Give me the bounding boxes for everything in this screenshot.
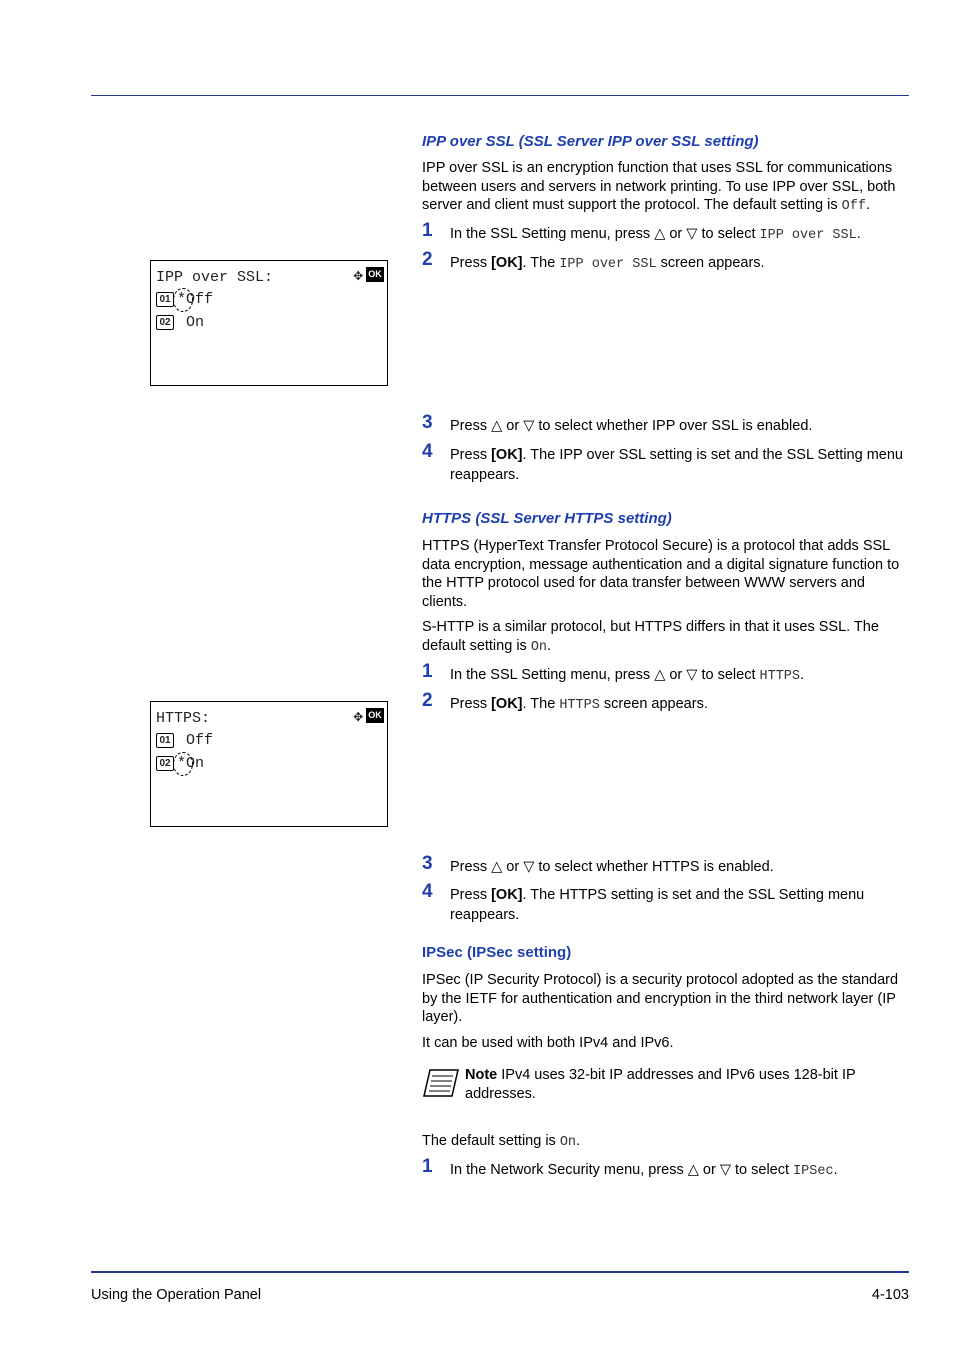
key-01-icon: 01 [156,733,174,748]
lcd-title: IPP over SSL: [156,269,274,286]
key-01-icon: 01 [156,292,174,307]
footer-rule [91,1271,909,1273]
ok-key-icon: OK [366,708,384,723]
navigation-arrows-icon: ✥ [353,708,363,726]
note-label: Note [465,1067,498,1083]
https-intro-2: S-HTTP is a similar protocol, but HTTPS differs in that it uses SSL. The default setting is On. [422,619,879,655]
lcd-option-on: 02 On [156,314,204,331]
navigation-arrows-icon: ✥ [353,267,363,285]
ipsec-intro-2: It can be used with both IPv4 and IPv6. [422,1035,674,1051]
ok-key-icon: OK [366,267,384,282]
lcd-option-off: 01 Off [156,732,213,749]
https-lcd-screen [150,701,388,827]
section-heading-ipp: IPP over SSL (SSL Server IPP over SSL setting) [422,133,759,150]
note-icon [422,1066,460,1100]
selection-cursor-icon [173,752,193,776]
lcd-option-off: 01 *Off [156,291,213,308]
lcd-option-on: 02 *On [156,755,204,772]
footer-title: Using the Operation Panel [91,1287,262,1303]
section-heading-ipsec: IPSec (IPSec setting) [422,944,572,961]
header-rule [91,95,909,96]
https-intro: HTTPS (HyperText Transfer Protocol Secure) is a protocol that adds SSL data encryption, message authentication and a digital signature function to the HTTP protocol used for data transfer between WWW servers and clients. [422,538,900,610]
lcd-title: HTTPS: [156,710,211,727]
key-02-icon: 02 [156,756,174,771]
key-02-icon: 02 [156,315,174,330]
note-text: IPv4 uses 32-bit IP addresses and IPv6 uses 128-bit IP addresses. [465,1067,856,1102]
ipsec-default: The default setting is On. [422,1133,581,1150]
page-number: 4-103 [871,1287,909,1303]
ipp-intro: IPP over SSL is an encryption function that uses SSL for communications between users and servers in network printing. To use IPP over SSL, both server and client must support the protocol. The default setting is Off. [422,160,896,214]
section-heading-https: HTTPS (SSL Server HTTPS setting) [422,510,672,527]
ipsec-intro: IPSec (IP Security Protocol) is a security protocol adopted as the standard by the IETF for authentication and encryption in the third network layer (IP layer). [422,972,899,1025]
ipp-lcd-screen [150,260,388,386]
selection-cursor-icon [173,288,193,312]
